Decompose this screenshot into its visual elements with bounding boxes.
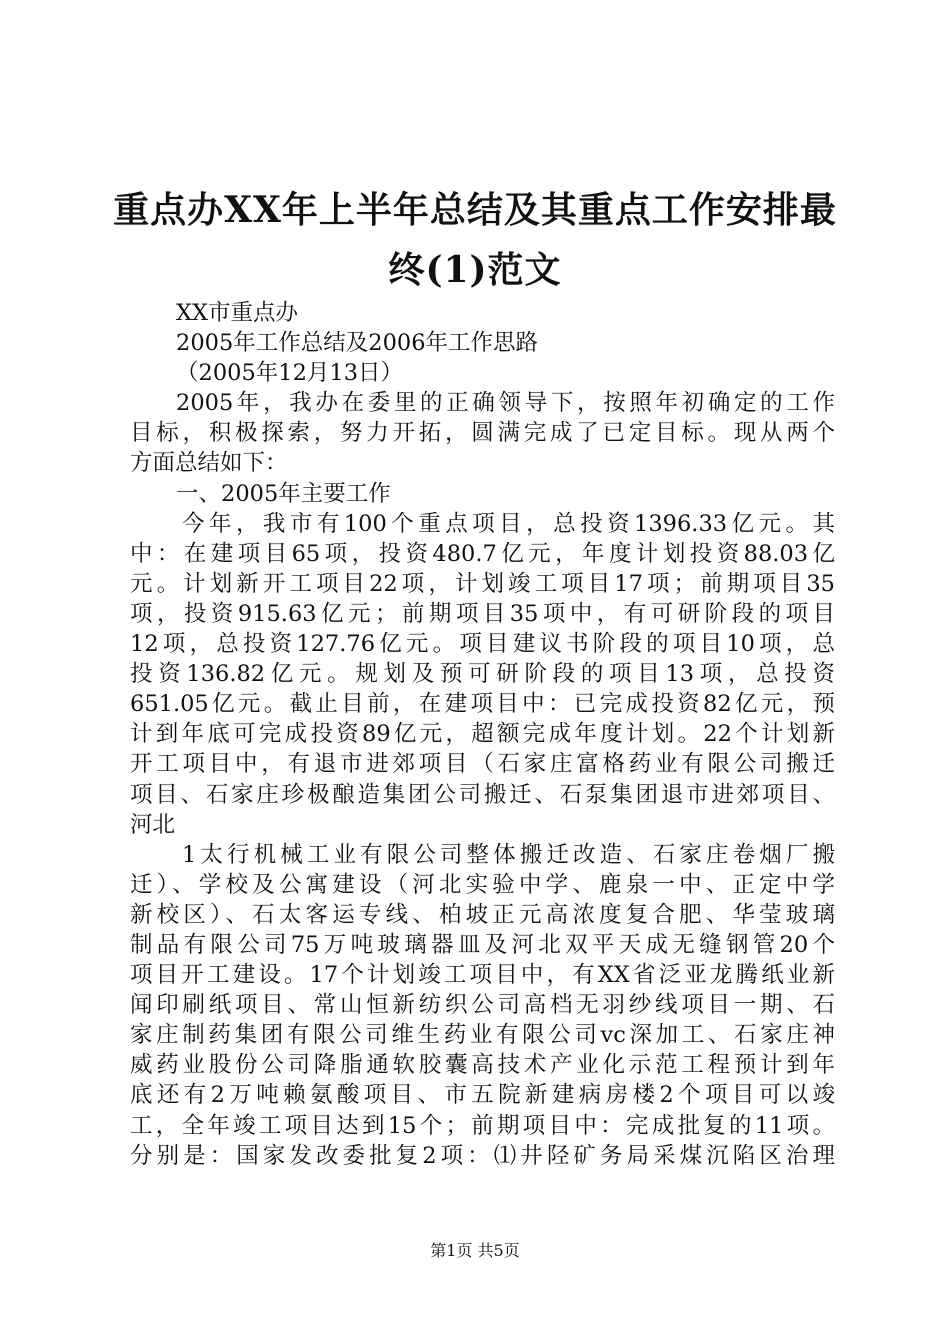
body-line: 元。计划新开工项目22项，计划竣工项目17项；前期项目35 [130,570,835,597]
document-title-line-2: 终(1)范文 [388,249,562,291]
document-body [130,298,835,1171]
body-line: 2005年工作总结及2006年工作思路 [176,330,539,357]
body-line: 投资136.82亿元。规划及预可研阶段的项目13项，总投资 [130,661,835,688]
body-line: 项目开工建设。17个计划竣工项目中，有XX省泛亚龙腾纸业新 [130,962,835,989]
body-line: 项目、石家庄珍极酿造集团公司搬迁、石泵集团退市进郊项目、 [130,781,835,808]
body-line: 河北 [130,811,176,838]
body-line: 开工项目中，有退市进郊项目（石家庄富格药业有限公司搬迁 [130,751,835,778]
body-line: 家庄制药集团有限公司维生药业有限公司vc深加工、石家庄神 [130,1022,835,1049]
body-line: 651.05亿元。截止目前，在建项目中：已完成投资82亿元，预 [130,691,835,718]
body-line: 1太行机械工业有限公司整体搬迁改造、石家庄卷烟厂搬 [182,841,835,868]
body-line: 目标，积极探索，努力开拓，圆满完成了已定目标。现从两个 [130,420,835,447]
body-line: XX市重点办 [176,300,299,326]
body-line: 中：在建项目65项，投资480.7亿元，年度计划投资88.03亿 [130,540,835,567]
body-line: 分别是：国家发改委批复2项：⑴井陉矿务局采煤沉陷区治理 [130,1142,835,1169]
body-line: 制品有限公司75万吨玻璃器皿及河北双平天成无缝钢管20个 [130,931,835,958]
body-line: 底还有2万吨赖氨酸项目、市五院新建病房楼2个项目可以竣 [130,1082,835,1109]
body-line: 2005年，我办在委里的正确领导下，按照年初确定的工作 [176,390,835,417]
body-line: 一、2005年主要工作 [176,480,391,507]
body-line: 今年，我市有100个重点项目，总投资1396.33亿元。其 [182,510,835,537]
body-line: 迁）、学校及公寓建设（河北实验中学、鹿泉一中、正定中学 [130,871,835,898]
body-line: 方面总结如下： [130,450,288,477]
body-line: 12项，总投资127.76亿元。项目建议书阶段的项目10项，总 [130,631,835,658]
page-footer: 第1页 共5页 [430,1241,520,1260]
body-line: 闻印刷纸项目、常山恒新纺织公司高档无羽纱线项目一期、石 [130,992,835,1019]
body-line: 计到年底可完成投资89亿元，超额完成年度计划。22个计划新 [130,721,835,748]
body-line: 工，全年竣工项目达到15个；前期项目中：完成批复的11项。 [130,1112,835,1139]
body-line: （2005年12月13日） [176,360,404,387]
body-line: 项，投资915.63亿元；前期项目35项中，有可研阶段的项目 [130,600,835,627]
body-line: 新校区）、石太客运专线、柏坡正元高浓度复合肥、华莹玻璃 [130,901,835,928]
document-title-line-1: 重点办XX年上半年总结及其重点工作安排最 [113,189,837,231]
body-line: 威药业股份公司降脂通软胶囊高技术产业化示范工程预计到年 [130,1052,835,1079]
